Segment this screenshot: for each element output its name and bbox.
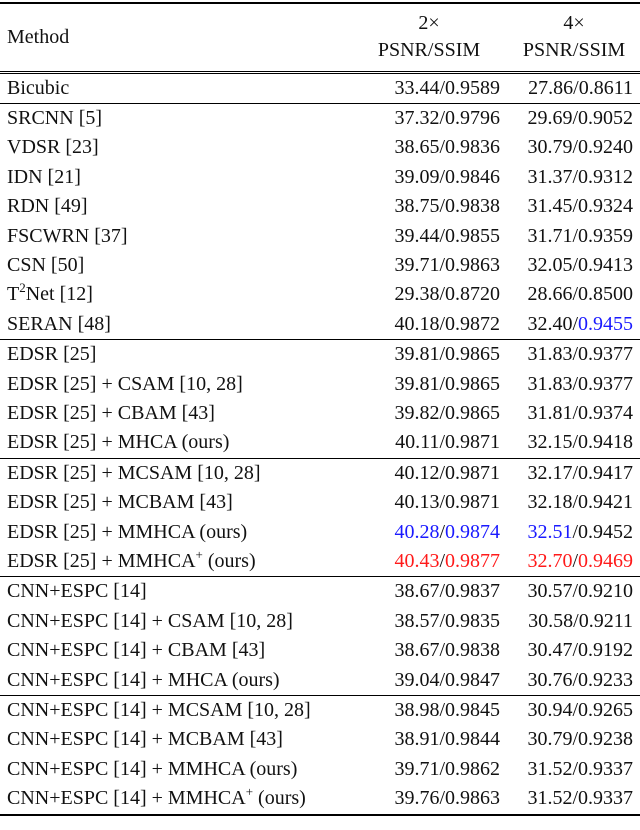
psnr-value: 32.51 [527, 520, 573, 543]
method-cell [0, 280, 350, 309]
value-separator: / [572, 491, 578, 514]
value-separator: / [439, 520, 445, 543]
scale-4x-cell [508, 458, 640, 488]
psnr-value: 38.91 [394, 728, 440, 751]
value-separator: / [572, 728, 578, 751]
psnr-value: 31.83 [527, 372, 573, 395]
value-separator: / [572, 550, 578, 572]
psnr-value: 40.18 [394, 312, 440, 335]
psnr-value: 31.71 [527, 224, 573, 247]
table-row [0, 577, 640, 607]
method-superscript: + [195, 547, 203, 562]
scale-2x-cell [350, 370, 508, 399]
psnr-value: 38.65 [394, 136, 440, 159]
scale-2x-label: 2× [418, 12, 440, 35]
ssim-value: 0.9836 [445, 136, 500, 159]
scale-2x-cell [350, 607, 508, 636]
table-row [0, 251, 640, 280]
table-row [0, 103, 640, 133]
method-column-header: Method [7, 25, 70, 48]
ssim-value: 0.9872 [445, 312, 500, 335]
method-cell [0, 547, 350, 577]
method-cell [0, 340, 350, 370]
method-cell [0, 72, 350, 103]
psnr-value: 39.76 [394, 787, 440, 810]
value-separator: / [439, 195, 445, 218]
scale-2x-cell [350, 636, 508, 665]
method-name: SERAN [48] [7, 312, 111, 335]
psnr-value: 30.57 [527, 580, 573, 603]
scale-4x-cell [508, 280, 640, 309]
ssim-value: 0.9192 [578, 639, 633, 662]
value-separator: / [439, 283, 445, 306]
ssim-value: 0.9238 [578, 728, 633, 751]
ssim-value: 0.9862 [445, 757, 500, 780]
scale-2x-cell [350, 755, 508, 784]
ssim-value: 0.9211 [578, 609, 633, 632]
psnr-value: 30.47 [527, 639, 573, 662]
method-cell [0, 222, 350, 251]
table-row [0, 222, 640, 251]
ssim-value: 0.9052 [578, 106, 633, 129]
scale-2x-cell [350, 133, 508, 162]
scale-2x-cell [350, 280, 508, 309]
ssim-value: 0.9865 [445, 343, 500, 366]
psnr-value: 37.32 [394, 106, 440, 129]
table-row [0, 725, 640, 754]
method-cell [0, 607, 350, 636]
table-row [0, 607, 640, 636]
ssim-value: 0.9337 [578, 787, 633, 810]
method-name: Bicubic [7, 76, 70, 99]
ssim-value: 0.9837 [445, 580, 500, 603]
psnr-value: 31.83 [527, 343, 573, 366]
table-row [0, 518, 640, 547]
ssim-value: 0.9871 [445, 491, 500, 514]
table-row [0, 163, 640, 192]
value-separator: / [439, 609, 445, 632]
table-row [0, 636, 640, 665]
value-separator: / [572, 787, 578, 810]
value-separator: / [439, 106, 445, 129]
psnr-value: 30.79 [527, 136, 573, 159]
method-cell [0, 725, 350, 754]
ssim-value: 0.9863 [445, 253, 500, 276]
table-body [0, 72, 640, 815]
psnr-value: 32.15 [527, 431, 573, 454]
scale-2x-header [350, 3, 508, 72]
ssim-value: 0.9324 [578, 195, 633, 218]
scale-4x-header [508, 3, 640, 72]
scale-4x-cell [508, 577, 640, 607]
scale-4x-cell [508, 636, 640, 665]
ssim-value: 0.9838 [445, 195, 500, 218]
value-separator: / [439, 343, 445, 366]
value-separator: / [439, 668, 445, 691]
scale-4x-cell [508, 399, 640, 428]
value-separator: / [439, 757, 445, 780]
method-name: EDSR [25] + MCBAM [43] [7, 491, 233, 514]
method-name: T [7, 283, 20, 306]
value-separator: / [439, 580, 445, 603]
psnr-value: 32.40 [527, 312, 573, 335]
value-separator: / [439, 312, 445, 335]
table-row [0, 696, 640, 726]
scale-4x-cell [508, 607, 640, 636]
psnr-value: 38.67 [394, 639, 440, 662]
value-separator: / [439, 787, 445, 810]
scale-4x-cell [508, 192, 640, 221]
scale-4x-cell [508, 133, 640, 162]
scale-2x-cell [350, 340, 508, 370]
value-separator: / [572, 372, 578, 395]
psnr-value: 32.05 [527, 253, 573, 276]
psnr-value: 38.98 [394, 699, 440, 722]
value-separator: / [572, 165, 578, 188]
scale-2x-cell [350, 547, 508, 577]
ssim-value: 0.9417 [578, 461, 633, 484]
method-name: EDSR [25] [7, 343, 97, 366]
method-name: IDN [21] [7, 165, 81, 188]
table-row [0, 458, 640, 488]
method-suffix: (ours) [202, 550, 256, 572]
value-separator: / [572, 106, 578, 129]
value-separator: / [439, 224, 445, 247]
value-separator: / [439, 728, 445, 751]
psnr-value: 38.57 [394, 609, 440, 632]
scale-2x-cell [350, 103, 508, 133]
value-separator: / [572, 699, 578, 722]
ssim-value: 0.9855 [445, 224, 500, 247]
ssim-value: 0.9796 [445, 106, 500, 129]
method-cell [0, 192, 350, 221]
method-cell [0, 370, 350, 399]
ssim-value: 0.9377 [578, 372, 633, 395]
table-row [0, 72, 640, 103]
psnr-value: 30.79 [527, 728, 573, 751]
method-name: VDSR [23] [7, 136, 99, 159]
psnr-value: 29.69 [527, 106, 573, 129]
value-separator: / [439, 76, 445, 99]
scale-4x-cell [508, 103, 640, 133]
table-header-row [0, 3, 640, 72]
scale-4x-cell [508, 251, 640, 280]
method-cell [0, 784, 350, 814]
scale-4x-cell [508, 784, 640, 814]
scale-2x-cell [350, 192, 508, 221]
psnr-value: 40.12 [394, 461, 440, 484]
ssim-value: 0.9469 [578, 550, 633, 572]
scale-2x-cell [350, 696, 508, 726]
method-name: EDSR [25] + MMHCA (ours) [7, 520, 248, 543]
psnr-value: 32.18 [527, 491, 573, 514]
scale-4x-cell [508, 340, 640, 370]
scale-2x-cell [350, 666, 508, 696]
method-cell [0, 103, 350, 133]
psnr-value: 39.81 [394, 372, 440, 395]
scale-4x-cell [508, 163, 640, 192]
value-separator: / [573, 609, 579, 632]
scale-2x-cell [350, 222, 508, 251]
psnr-value: 39.44 [394, 224, 440, 247]
method-name: FSCWRN [37] [7, 224, 128, 247]
ssim-value: 0.9871 [445, 431, 500, 454]
method-cell [0, 251, 350, 280]
value-separator: / [572, 520, 578, 543]
scale-4x-cell [508, 370, 640, 399]
method-cell [0, 755, 350, 784]
ssim-value: 0.9846 [445, 165, 500, 188]
method-superscript: + [245, 784, 254, 800]
value-separator: / [439, 491, 445, 514]
scale-2x-cell [350, 399, 508, 428]
method-superscript: 2 [19, 280, 26, 296]
value-separator: / [439, 550, 445, 572]
value-separator: / [572, 461, 578, 484]
scale-4x-cell [508, 725, 640, 754]
scale-2x-cell [350, 725, 508, 754]
method-name: CNN+ESPC [14] + MMHCA [7, 787, 246, 810]
value-separator: / [439, 639, 445, 662]
scale-4x-label: 4× [563, 12, 585, 35]
method-cell [0, 577, 350, 607]
psnr-value: 40.11 [395, 431, 440, 454]
method-cell [0, 696, 350, 726]
scale-2x-cell [350, 577, 508, 607]
table-row [0, 340, 640, 370]
psnr-value: 30.58 [528, 609, 574, 632]
ssim-value: 0.9421 [578, 491, 633, 514]
table-row [0, 370, 640, 399]
scale-2x-cell [350, 72, 508, 103]
psnr-value: 28.66 [527, 283, 573, 306]
method-name: CNN+ESPC [14] + CSAM [10, 28] [7, 609, 293, 632]
method-name: CNN+ESPC [14] + CBAM [43] [7, 639, 266, 662]
ssim-value: 0.9865 [445, 372, 500, 395]
psnr-value: 30.76 [527, 668, 573, 691]
scale-4x-cell [508, 222, 640, 251]
metric-2x-label: PSNR/SSIM [377, 39, 481, 62]
ssim-value: 0.9844 [445, 728, 500, 751]
psnr-value: 32.17 [527, 461, 573, 484]
psnr-value: 31.52 [527, 787, 573, 810]
ssim-value: 0.9847 [445, 668, 500, 691]
method-name: EDSR [25] + MCSAM [10, 28] [7, 461, 261, 484]
table-row [0, 133, 640, 162]
scale-2x-cell [350, 488, 508, 517]
value-separator: / [439, 461, 445, 484]
table-row [0, 399, 640, 428]
value-separator: / [439, 165, 445, 188]
ssim-value: 0.9418 [578, 431, 633, 454]
method-name: EDSR [25] + CSAM [10, 28] [7, 372, 243, 395]
value-separator: / [439, 699, 445, 722]
method-name: CNN+ESPC [14] + MMHCA (ours) [7, 757, 298, 780]
method-cell [0, 133, 350, 162]
method-cell [0, 428, 350, 458]
ssim-value: 0.9877 [445, 550, 500, 572]
value-separator: / [572, 639, 578, 662]
ssim-value: 0.8500 [578, 283, 633, 306]
scale-4x-cell [508, 666, 640, 696]
ssim-value: 0.9874 [445, 520, 500, 543]
value-separator: / [572, 580, 578, 603]
scale-2x-cell [350, 784, 508, 814]
psnr-value: 29.38 [394, 283, 440, 306]
psnr-value: 31.81 [527, 401, 573, 424]
value-separator: / [572, 195, 578, 218]
ssim-value: 0.9210 [578, 580, 633, 603]
psnr-value: 38.67 [394, 580, 440, 603]
method-cell [0, 163, 350, 192]
table-row [0, 547, 640, 577]
value-separator: / [572, 668, 578, 691]
value-separator: / [439, 431, 445, 454]
psnr-value: 39.82 [394, 401, 440, 424]
ssim-value: 0.9233 [578, 668, 633, 691]
method-cell [0, 666, 350, 696]
method-cell [0, 488, 350, 517]
method-name: CSN [50] [7, 253, 85, 276]
value-separator: / [572, 136, 578, 159]
table-row [0, 310, 640, 340]
table-row [0, 755, 640, 784]
psnr-value: 31.52 [527, 757, 573, 780]
ssim-value: 0.8611 [578, 76, 633, 99]
value-separator: / [572, 343, 578, 366]
psnr-value: 40.28 [394, 520, 440, 543]
method-name: CNN+ESPC [14] [7, 580, 147, 603]
value-separator: / [573, 76, 579, 99]
method-name: EDSR [25] + CBAM [43] [7, 401, 215, 424]
scale-4x-cell [508, 755, 640, 784]
ssim-value: 0.9452 [578, 520, 633, 543]
ssim-value: 0.8720 [445, 283, 500, 306]
method-suffix: Net [12] [25, 283, 93, 306]
psnr-value: 40.13 [394, 491, 440, 514]
ssim-value: 0.9377 [578, 343, 633, 366]
psnr-value: 40.43 [394, 550, 440, 572]
method-name: EDSR [25] + MMHCA [7, 550, 196, 572]
ssim-value: 0.9865 [445, 401, 500, 424]
method-suffix: (ours) [253, 787, 306, 810]
ssim-value: 0.9312 [578, 165, 633, 188]
table-row [0, 666, 640, 696]
ssim-value: 0.9374 [578, 401, 633, 424]
value-separator: / [572, 757, 578, 780]
scale-2x-cell [350, 163, 508, 192]
value-separator: / [439, 401, 445, 424]
psnr-value: 38.75 [394, 195, 440, 218]
ssim-value: 0.9240 [578, 136, 633, 159]
ssim-value: 0.9589 [445, 76, 500, 99]
value-separator: / [572, 312, 578, 335]
psnr-value: 30.94 [527, 699, 573, 722]
value-separator: / [572, 401, 578, 424]
value-separator: / [572, 283, 578, 306]
psnr-value: 32.70 [527, 550, 573, 572]
scale-4x-cell [508, 488, 640, 517]
scale-2x-cell [350, 458, 508, 488]
method-cell [0, 458, 350, 488]
psnr-value: 31.37 [527, 165, 573, 188]
ssim-value: 0.9359 [578, 224, 633, 247]
method-cell [0, 518, 350, 547]
method-cell [0, 310, 350, 340]
table-row [0, 428, 640, 458]
psnr-value: 27.86 [528, 76, 574, 99]
scale-2x-cell [350, 518, 508, 547]
method-cell [0, 636, 350, 665]
ssim-value: 0.9413 [578, 253, 633, 276]
method-name: CNN+ESPC [14] + MCSAM [10, 28] [7, 699, 311, 722]
ssim-value: 0.9455 [578, 312, 633, 335]
scale-2x-cell [350, 310, 508, 340]
value-separator: / [572, 253, 578, 276]
ssim-value: 0.9835 [445, 609, 500, 632]
scale-4x-cell [508, 310, 640, 340]
method-cell [0, 399, 350, 428]
table-row [0, 192, 640, 221]
ssim-value: 0.9265 [578, 699, 633, 722]
ssim-value: 0.9838 [445, 639, 500, 662]
ssim-value: 0.9863 [445, 787, 500, 810]
method-name: RDN [49] [7, 195, 88, 218]
value-separator: / [439, 372, 445, 395]
psnr-value: 39.71 [394, 253, 440, 276]
table-row [0, 280, 640, 309]
value-separator: / [439, 253, 445, 276]
metric-4x-label: PSNR/SSIM [522, 39, 626, 62]
ssim-value: 0.9337 [578, 757, 633, 780]
ssim-value: 0.9871 [445, 461, 500, 484]
psnr-value: 39.04 [394, 668, 440, 691]
table-row [0, 488, 640, 517]
scale-4x-cell [508, 696, 640, 726]
scale-2x-cell [350, 428, 508, 458]
results-table [0, 2, 640, 816]
scale-4x-cell [508, 547, 640, 577]
scale-2x-cell [350, 251, 508, 280]
method-name: EDSR [25] + MHCA (ours) [7, 431, 230, 454]
method-name: CNN+ESPC [14] + MCBAM [43] [7, 728, 283, 751]
value-separator: / [572, 224, 578, 247]
method-name: CNN+ESPC [14] + MHCA (ours) [7, 668, 280, 691]
psnr-value: 39.09 [394, 165, 440, 188]
scale-4x-cell [508, 428, 640, 458]
scale-4x-cell [508, 72, 640, 103]
psnr-value: 31.45 [527, 195, 573, 218]
scale-4x-cell [508, 518, 640, 547]
psnr-value: 39.71 [394, 757, 440, 780]
ssim-value: 0.9845 [445, 699, 500, 722]
table-row [0, 784, 640, 814]
method-name: SRCNN [5] [7, 106, 103, 129]
psnr-value: 33.44 [394, 76, 440, 99]
value-separator: / [439, 136, 445, 159]
psnr-value: 39.81 [394, 343, 440, 366]
value-separator: / [572, 431, 578, 454]
